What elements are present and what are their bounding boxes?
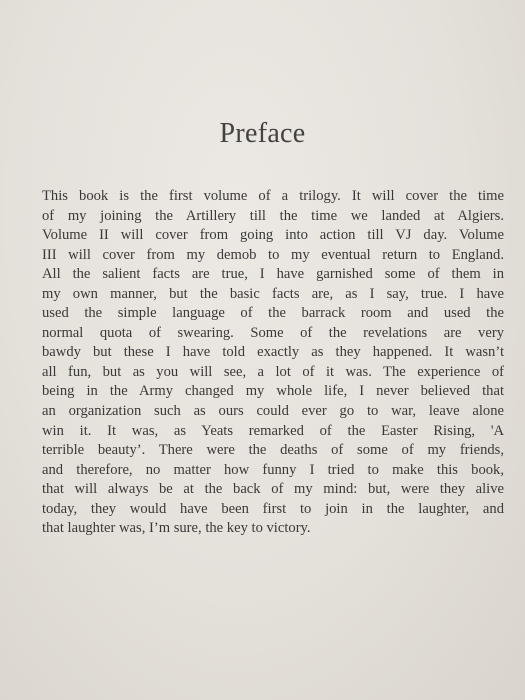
text-line: win it. It was, as Yeats remarked of the Easter Rising, 'A (42, 422, 504, 439)
text-line: bawdy but these I have told exactly as they happened. It wasn’t (42, 344, 504, 361)
text-line: that laughter was, I’m sure, the key to victory. (42, 520, 311, 537)
text-line: being in the Army changed my whole life, I never believed that (42, 383, 504, 400)
text-line: terrible beauty’. There were the deaths of some of my friends, (42, 442, 504, 459)
text-line: and therefore, no matter how funny I tried to make this book, (42, 461, 504, 478)
text-line: an organization such as ours could ever go to war, leave alone (42, 403, 504, 420)
text-line: of my joining the Artillery till the time we landed at Algiers. (42, 207, 504, 224)
text-line: All the salient facts are true, I have garnished some of them in (42, 266, 504, 283)
text-line: used the simple language of the barrack room and used the (42, 305, 504, 322)
text-line: III will cover from my demob to my eventual return to England. (42, 246, 504, 263)
preface-body (42, 187, 504, 539)
text-line: my own manner, but the basic facts are, as I say, true. I have (42, 285, 504, 302)
text-line: that will always be at the back of my mind: but, were they alive (42, 481, 504, 498)
text-line: Volume II will cover from going into action till VJ day. Volume (42, 227, 504, 244)
page-title: Preface (219, 118, 306, 149)
text-line: all fun, but as you will see, a lot of it was. The experience of (42, 363, 504, 380)
text-line: This book is the first volume of a trilogy. It will cover the time (42, 188, 504, 204)
text-line: today, they would have been first to join in the laughter, and (42, 500, 504, 517)
text-line: normal quota of swearing. Some of the revelations are very (42, 324, 504, 341)
